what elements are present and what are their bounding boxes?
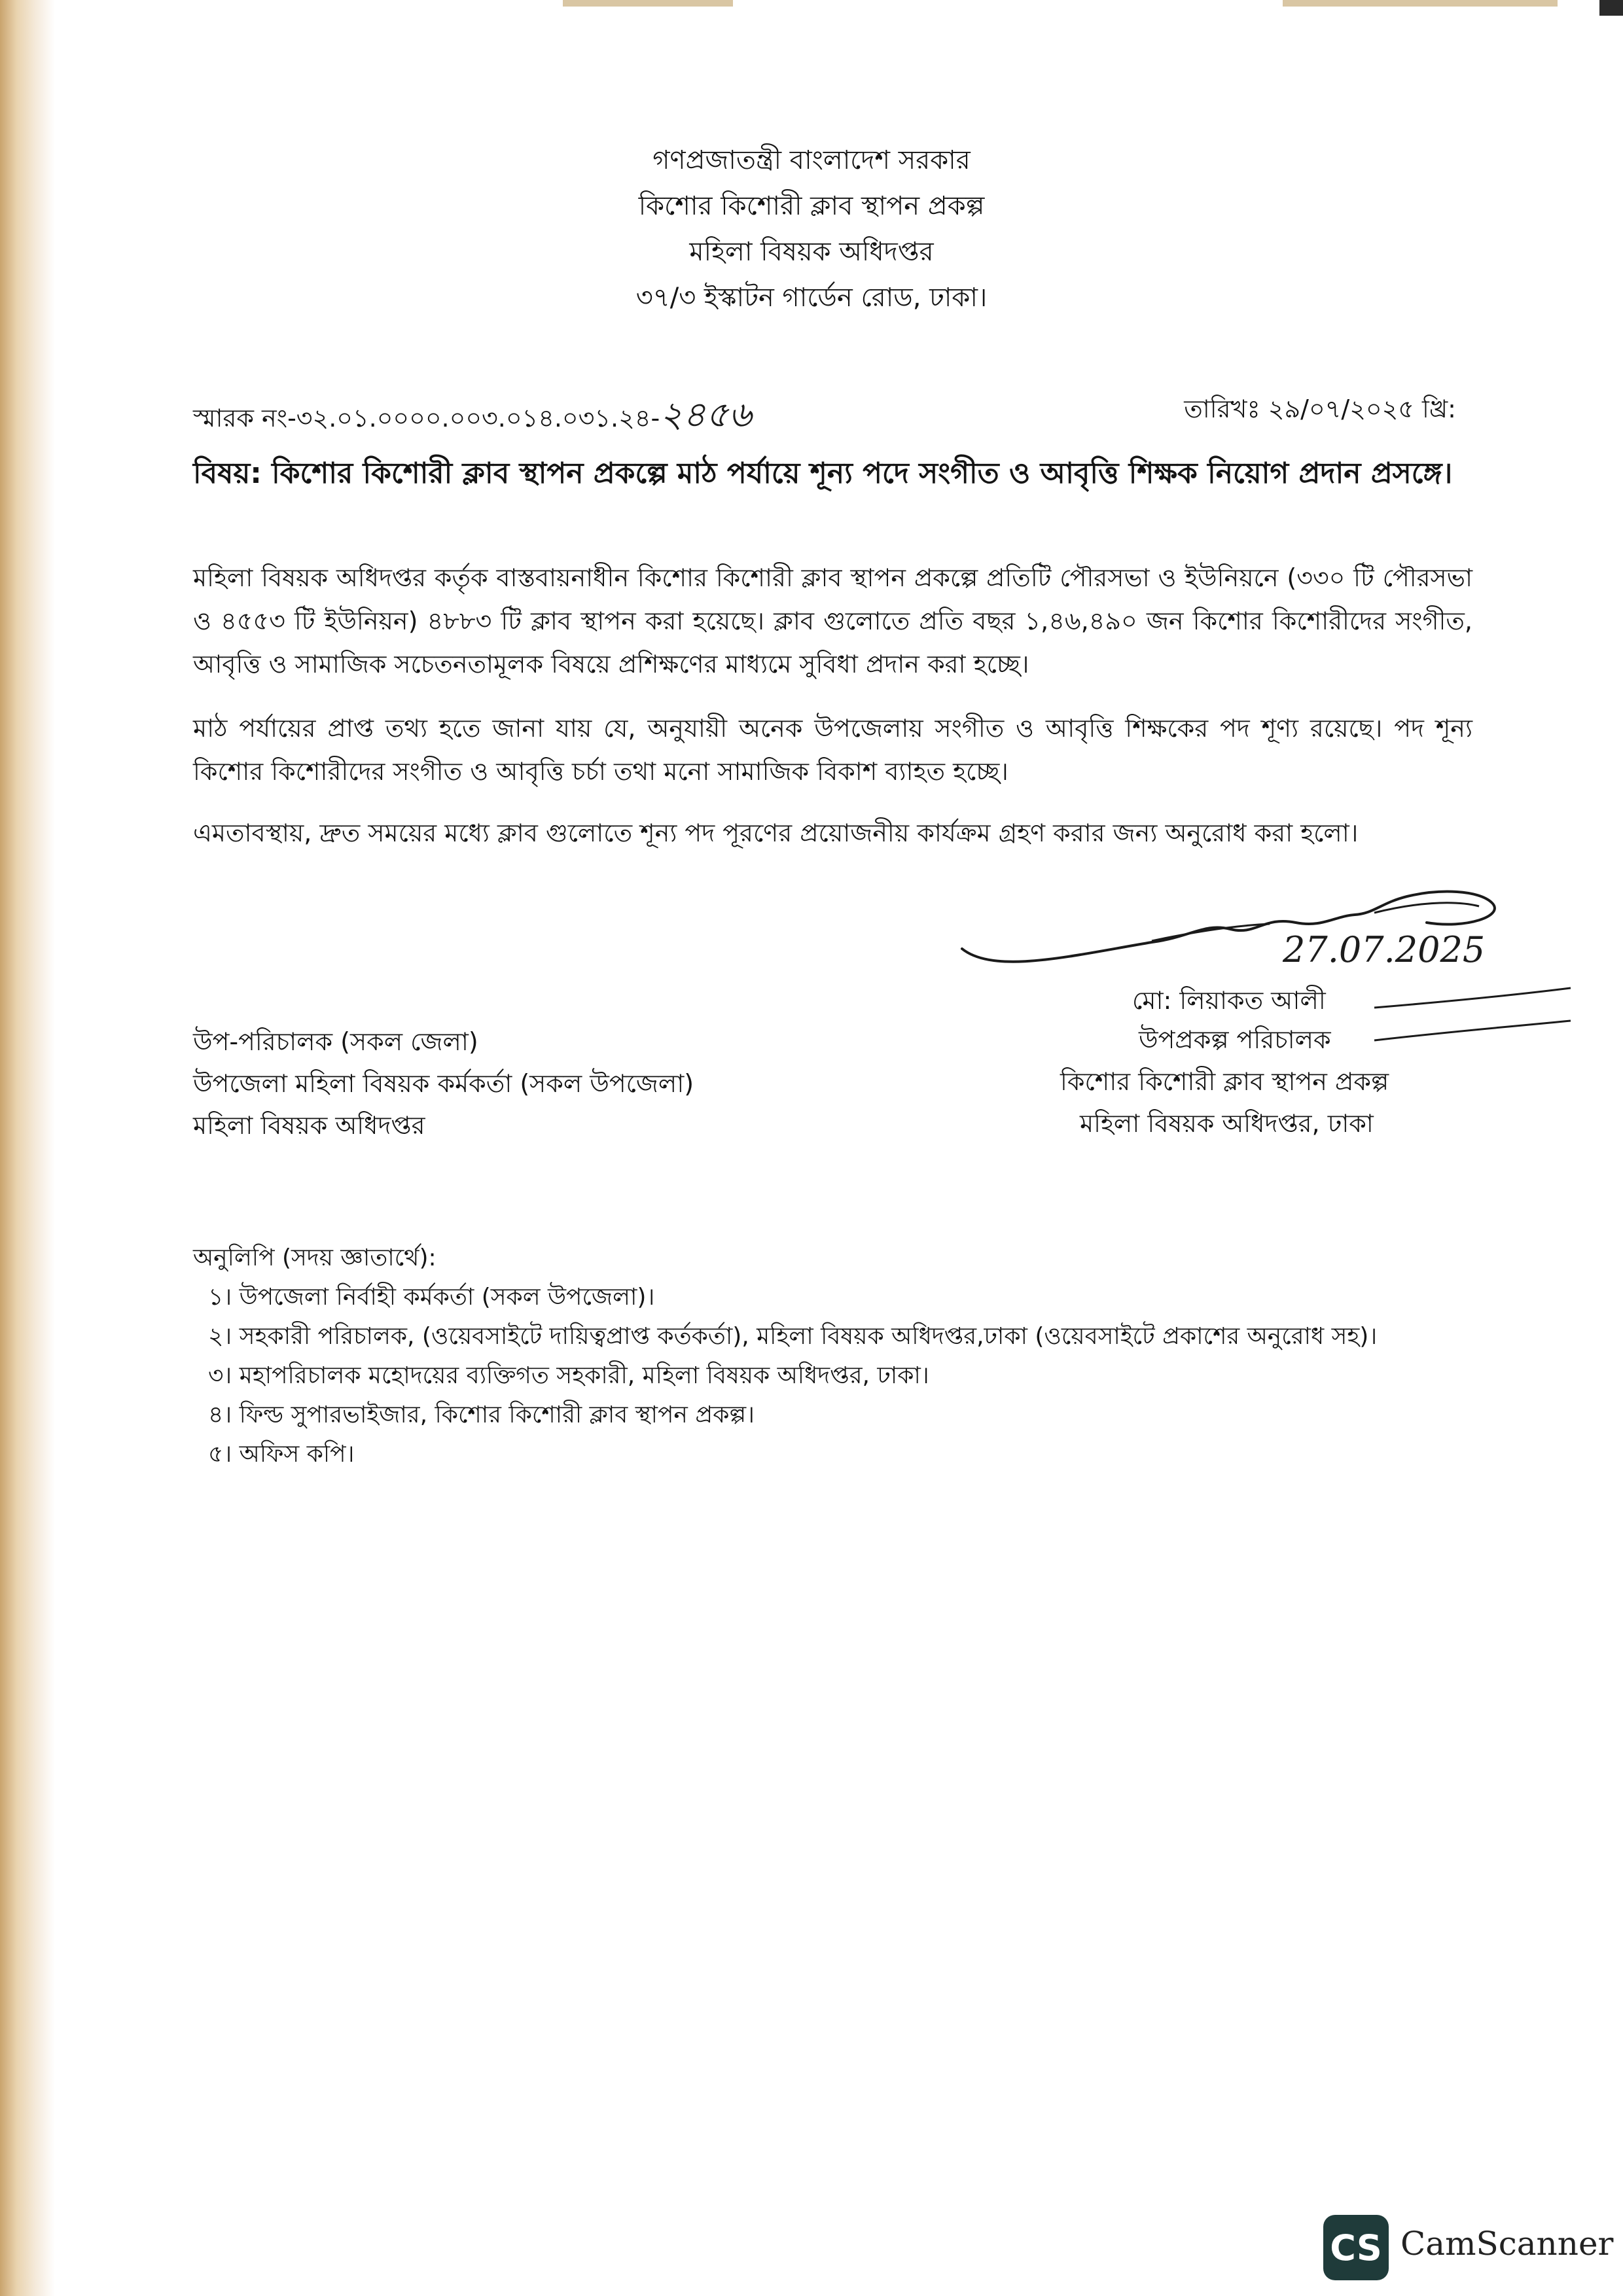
copy-list-item: ৩। মহাপরিচালক মহোদয়ের ব্যক্তিগত সহকারী, মহিলা বিষয়ক অধিদপ্তর, ঢাকা।	[208, 1362, 929, 1389]
signatory-office: মহিলা বিষয়ক অধিদপ্তর, ঢাকা	[1080, 1109, 1374, 1138]
scan-top-strip	[1283, 0, 1558, 7]
memo-reference-number: স্মারক নং-৩২.০১.০০০০.০০৩.০১৪.০৩১.২৪-	[193, 404, 660, 433]
letter-subject: বিষয়: কিশোর কিশোরী ক্লাব স্থাপন প্রকল্পে মাঠ পর্যায়ে শূন্য পদে সংগীত ও আবৃত্তি শিক্ষক নিয়োগ প্রদান প্রসঙ্গে।	[193, 457, 1453, 490]
body-paragraph-1: মহিলা বিষয়ক অধিদপ্তর কর্তৃক বাস্তবায়নাধীন কিশোর কিশোরী ক্লাব স্থাপন প্রকল্পে প্রতিটি পৌরসভা ও ইউনিয়নে (৩৩০ টি পৌরসভা ও ৪৫৫৩ টি ইউনিয়ন) ৪৮৮৩ টি ক্লাব স্থাপন করা হয়েছে। ক্লাব গুলোতে প্রতি বছর ১,৪৬,৪৯০ জন কিশোর কিশোরীদের সংগীত, আবৃত্তি ও সামাজিক সচেতনতামূলক বিষয়ে প্রশিক্ষণের মাধ্যমে সুবিধা প্রদান করা হচ্ছে।	[193, 563, 1472, 679]
copy-list-item: ১। উপজেলা নির্বাহী কর্মকর্তা (সকল উপজেলা)।	[208, 1284, 655, 1311]
recipient-item: উপজেলা মহিলা বিষয়ক কর্মকর্তা (সকল উপজেলা)	[193, 1069, 694, 1098]
letterhead-government: গণপ্রজাতন্ত্রী বাংলাদেশ সরকার	[652, 145, 971, 175]
camscanner-logo: CS	[1323, 2215, 1389, 2280]
copy-list-item: ৫। অফিস কপি।	[208, 1441, 355, 1468]
memo-reference	[193, 387, 751, 446]
letterhead-department: মহিলা বিষয়ক অধিদপ্তর	[689, 237, 934, 267]
letterhead-project: কিশোর কিশোরী ক্লাব স্থাপন প্রকল্প	[638, 191, 985, 221]
copy-list-item: ২। সহকারী পরিচালক, (ওয়েবসাইটে দায়িত্বপ্রাপ্ত কর্তকর্তা), মহিলা বিষয়ক অধিদপ্তর,ঢাকা (ওয়েবসাইটে প্রকাশের অনুরোধ সহ)।	[208, 1323, 1378, 1350]
memo-date: তারিখঃ ২৯/০৭/২০২৫ খ্রি:	[1184, 395, 1456, 423]
recipient-item: মহিলা বিষয়ক অধিদপ্তর	[193, 1111, 425, 1140]
signature-handwritten-date: 27.07.2025	[1283, 929, 1486, 970]
body-paragraph-3: এমতাবস্থায়, দ্রুত সময়ের মধ্যে ক্লাব গুলোতে শূন্য পদ পূরণের প্রয়োজনীয় কার্যক্রম গ্রহণ করার জন্য অনুরোধ করা হলো।	[193, 819, 1359, 847]
camscanner-watermark: CamScanner	[1400, 2225, 1614, 2263]
signatory-project: কিশোর কিশোরী ক্লাব স্থাপন প্রকল্প	[1060, 1067, 1389, 1096]
signatory-name: মো: লিয়াকত আলী	[1132, 986, 1326, 1015]
letterhead-address: ৩৭/৩ ইস্কাটন গার্ডেন রোড, ঢাকা।	[635, 283, 988, 313]
signatory-designation: উপপ্রকল্প পরিচালক	[1139, 1025, 1331, 1054]
copy-list-item: ৪। ফিল্ড সুপারভাইজার, কিশোর কিশোরী ক্লাব স্থাপন প্রকল্প।	[208, 1402, 755, 1428]
body-paragraph-2: মাঠ পর্যায়ের প্রাপ্ত তথ্য হতে জানা যায় যে, অনুযায়ী অনেক উপজেলায় সংগীত ও আবৃত্তি শিক্ষকের পদ শূণ্য রয়েছে। পদ শূন্য কিশোর কিশোরীদের সংগীত ও আবৃত্তি চর্চা তথা মনো সামাজিক বিকাশ ব্যাহত হচ্ছে।	[193, 714, 1472, 786]
scan-top-strip	[563, 0, 733, 7]
copy-list-title: অনুলিপি (সদয় জ্ঞাতার্থে):	[193, 1245, 437, 1271]
recipient-item: উপ-পরিচালক (সকল জেলা)	[193, 1027, 478, 1056]
scanned-page-edge	[0, 0, 55, 2296]
memo-handwritten-number: ২৪৫৬	[660, 394, 752, 435]
scan-corner-shadow	[1599, 0, 1623, 16]
